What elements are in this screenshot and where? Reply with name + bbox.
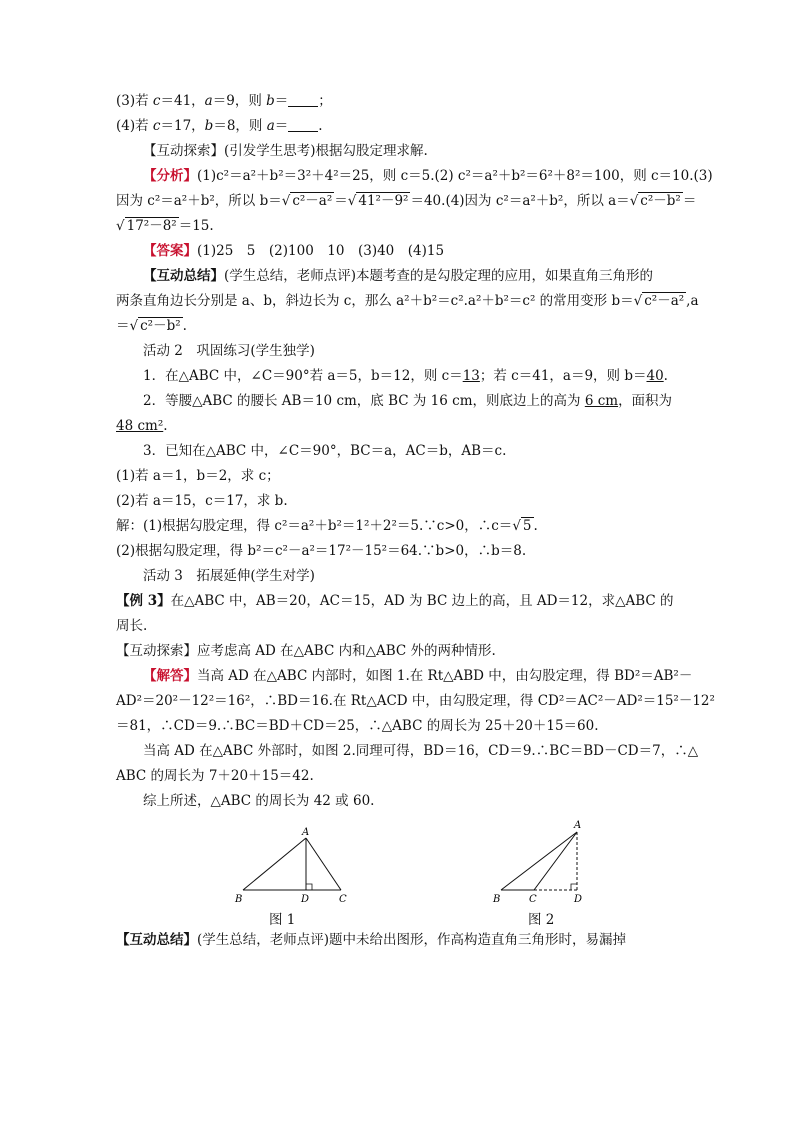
explore-hint: 【互动探索】(引发学生思考)根据勾股定理求解. [143, 143, 428, 159]
activity-3-heading: 活动 3 拓展延伸(学生对学) [143, 568, 315, 584]
fig1-label-c: C [339, 894, 347, 905]
exercise-2-b: 48 cm². [116, 418, 168, 434]
solution-1: 解：(1)根据勾股定理，得 c²＝a²＋b²＝1²＋2²＝5.∵c>0，∴c＝√ 5 . [116, 518, 538, 534]
figure-1-triangle [233, 826, 353, 906]
solve-a: 【解答】当高 AD 在△ABC 内部时，如图 1.在 Rt△ABD 中，由勾股定理，得 BD²＝AB²－ [143, 668, 693, 684]
figure-2-triangle [491, 816, 591, 906]
solve-c: ＝81，∴CD＝9.∴BC＝BD＋CD＝25，∴△ABC 的周长为 25＋20＋15＝60. [116, 718, 599, 734]
analysis-line-1: 【分析】(1)c²＝a²＋b²＝3²＋4²＝25，则 c＝5.(2) c²＝a²＋b²＝6²＋8²＝100，则 c＝10.(3) [143, 168, 713, 184]
case-2-a: 当高 AD 在△ABC 外部时，如图 2.同理可得，BD＝16，CD＝9.∴BC＝BD－CD＝7，∴△ [143, 743, 699, 759]
answer-blank [288, 117, 318, 132]
conclusion: 综上所述，△ABC 的周长为 42 或 60. [143, 793, 375, 809]
activity-2-heading: 活动 2 巩固练习(学生独学) [143, 343, 315, 359]
exercise-1: 1．在△ABC 中，∠C＝90°若 a＝5，b＝12，则 c＝13；若 c＝41，a＝9，则 b＝40. [143, 368, 668, 384]
summary-1-a: 【互动总结】(学生总结，老师点评)本题考查的是勾股定理的应用，如果直角三角形的 [143, 268, 654, 284]
summary-2: 【互动总结】(学生总结，老师点评)题中未给出图形，作高构造直角三角形时，易漏掉 [116, 932, 627, 948]
example-3-a: 【例 3】在△ABC 中，AB＝20，AC＝15，AD 为 BC 边上的高，且 AD＝12，求△ABC 的 [116, 593, 674, 609]
answer-blank [288, 92, 318, 107]
fig1-label-a: A [302, 827, 310, 838]
worksheet-page [116, 91, 715, 955]
summary-1-c: ＝√ c²－b² . [116, 318, 187, 334]
explore-2: 【互动探索】应考虑高 AD 在△ABC 内和△ABC 外的两种情形. [116, 643, 496, 659]
exercise-3: 3．已知在△ABC 中，∠C＝90°，BC＝a，AC＝b，AB＝c. [143, 443, 507, 459]
fig2-label-a: A [574, 820, 582, 831]
exercise-2-a: 2．等腰△ABC 的腰长 AB＝10 cm，底 BC 为 16 cm，则底边上的高为 6 cm，面积为 [143, 393, 673, 409]
fig2-label-b: B [493, 894, 501, 905]
question-3: (3)若 c＝41，a＝9，则 b＝ ； [116, 93, 332, 109]
analysis-tag: 【分析】 [143, 168, 197, 184]
fig1-label-b: B [235, 894, 243, 905]
solve-tag: 【解答】 [143, 668, 197, 684]
exercise-3-part-1: (1)若 a＝1，b＝2，求 c； [116, 468, 280, 484]
analysis-line-3: √ 17²－8² ＝15. [116, 218, 214, 234]
fig2-label-c: C [529, 894, 537, 905]
answer-tag: 【答案】 [143, 243, 197, 259]
solve-b: AD²＝20²－12²＝16²，∴BD＝16.在 Rt△ACD 中，由勾股定理，得 CD²＝AC²－AD²＝15²－12² [116, 693, 715, 709]
question-4: (4)若 c＝17，b＝8，则 a＝ . [116, 118, 323, 134]
case-2-b: ABC 的周长为 7＋20＋15＝42. [116, 768, 314, 784]
answer-line: 【答案】(1)25 5 (2)100 10 (3)40 (4)15 [143, 243, 445, 259]
fig2-label-d: D [574, 894, 583, 905]
example-3-b: 周长. [116, 618, 148, 634]
summary-1-b: 两条直角边长分别是 a、b，斜边长为 c，那么 a²＋b²＝c².a²＋b²＝c² 的常用变形 b＝√ c²－a² ,a [116, 293, 699, 309]
fig1-label-d: D [301, 894, 310, 905]
exercise-3-part-2: (2)若 a＝15，c＝17，求 b. [116, 493, 288, 509]
figures [116, 820, 682, 928]
analysis-line-2: 因为 c²＝a²＋b²，所以 b＝√ c²－a² ＝√ 41²－9² ＝40.(4)因为 c²＝a²＋b²，所以 a＝√ c²－b² ＝ [116, 193, 697, 209]
figure-1-caption: 图 1 [269, 912, 296, 928]
solution-2: (2)根据勾股定理，得 b²＝c²－a²＝17²－15²＝64.∵b>0，∴b＝8. [116, 543, 527, 559]
figure-2-caption: 图 2 [528, 912, 555, 928]
